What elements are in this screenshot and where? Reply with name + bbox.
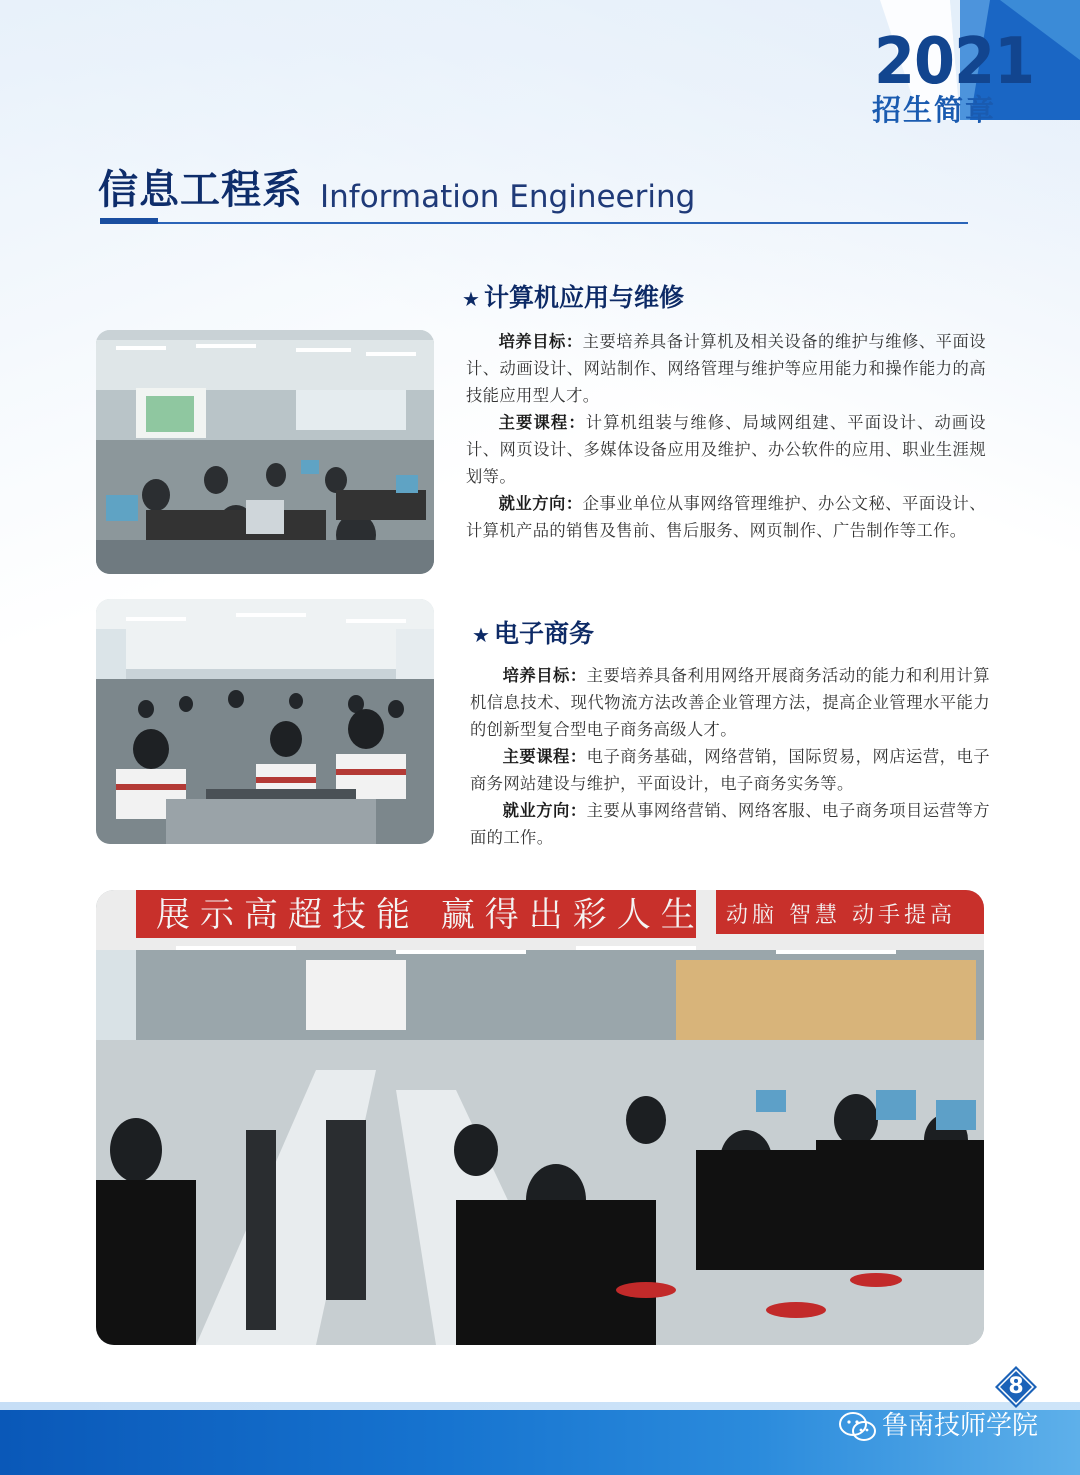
paragraph-goal: 培养目标：主要培养具备利用网络开展商务活动的能力和利用计算机信息技术、现代物流方法改善企业管理方法，提高企业管理水平能力的创新型复合型电子商务高级人才。 <box>470 666 990 739</box>
paragraph-courses: 主要课程：计算机组装与维修、局域网组建、平面设计、动画设计、网页设计、多媒体设备应用及维护、办公软件的应用、职业生涯规划等。 <box>466 413 986 486</box>
section-heading <box>98 160 978 220</box>
major-description-ecommerce <box>470 662 990 851</box>
banner-slogan-right: 动脑 智慧 动手提高 <box>726 903 956 928</box>
photo-large-computer-classroom <box>96 890 984 1345</box>
paragraph-courses: 主要课程：电子商务基础，网络营销，国际贸易，网店运营，电子商务网站建设与维护，平面设计，电子商务实务等。 <box>470 747 990 793</box>
major-title-text: 电子商务 <box>493 619 594 648</box>
account-name: 鲁南技师学院 <box>882 1411 1039 1441</box>
major-description-computer <box>466 328 986 544</box>
banner-slogan: 展示高超技能 赢得出彩人生 <box>156 895 705 935</box>
heading-underline <box>100 222 968 224</box>
page-number: 8 <box>1008 1374 1024 1399</box>
year-number: 2021 <box>874 25 1035 99</box>
heading-english: Information Engineering <box>320 179 696 215</box>
wechat-watermark <box>836 1406 1056 1446</box>
photo-ecommerce-lab <box>96 599 434 844</box>
year-badge <box>868 25 1035 136</box>
heading-underline-accent <box>100 218 158 224</box>
wechat-icon <box>838 1410 878 1444</box>
year-subtitle: 招生简章 <box>872 93 997 127</box>
heading-chinese: 信息工程系 <box>98 167 303 213</box>
page-number-badge <box>995 1366 1037 1408</box>
star-icon: ★ <box>462 287 480 311</box>
paragraph-career: 就业方向：企事业单位从事网络管理维护、办公文秘、平面设计、计算机产品的销售及售前、售后服务、网页制作、广告制作等工作。 <box>466 494 986 540</box>
photo-computer-lab <box>96 330 434 574</box>
paragraph-goal: 培养目标：主要培养具备计算机及相关设备的维护与维修、平面设计、动画设计、网站制作、网络管理与维护等应用能力和操作能力的高技能应用型人才。 <box>466 332 986 405</box>
paragraph-career: 就业方向：主要从事网络营销、网络客服、电子商务项目运营等方面的工作。 <box>470 801 990 847</box>
major-title-computer <box>462 282 684 315</box>
star-icon: ★ <box>472 623 490 647</box>
major-title-ecommerce <box>472 618 594 651</box>
major-title-text: 计算机应用与维修 <box>483 283 684 312</box>
